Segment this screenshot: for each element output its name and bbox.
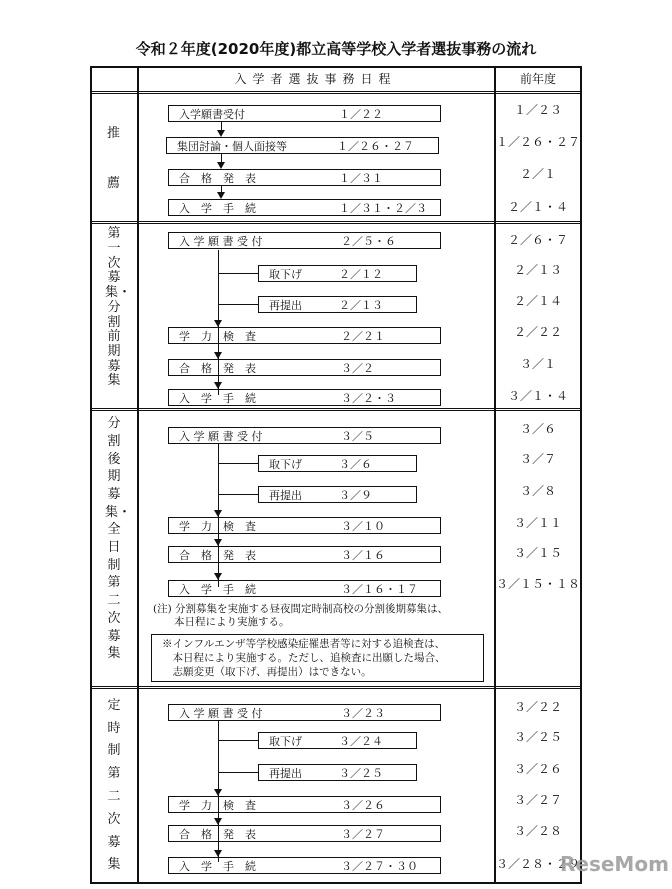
step-label: 合 格 発 表 (179, 362, 256, 375)
prev-year-date: ３／１５ (513, 546, 562, 560)
flow-connector (221, 122, 222, 130)
step-date: ２／２１ (341, 330, 385, 343)
prev-year-date: ３／６ (519, 422, 556, 436)
arrow-down-icon (214, 320, 222, 327)
step-label: 入学願書受付 (179, 108, 245, 121)
arrow-down-icon (214, 818, 222, 825)
branch-connector (218, 273, 258, 274)
prev-year-date: １／２６・２７ (495, 135, 580, 149)
arrow-down-icon (217, 130, 225, 137)
prev-year-date: ３／２２ (513, 700, 562, 714)
step-label: 入 学 願 書 受 付 (179, 707, 263, 720)
row-divider (90, 221, 582, 224)
step-date: ３／１０ (341, 520, 385, 533)
prev-year-date: ２／１４ (513, 294, 562, 308)
prev-year-date: ３／１ (519, 357, 556, 371)
step-label: 合 格 発 表 (179, 549, 256, 562)
step-label: 学 力 検 査 (179, 799, 256, 812)
arrow-down-icon (214, 573, 222, 580)
step-date: ３／２３ (341, 707, 385, 720)
row-divider (90, 408, 582, 411)
schedule-step-box (258, 732, 417, 749)
prev-year-date: ３／１１ (513, 516, 562, 530)
page-title: 令和２年度(2020年度)都立高等学校入学者選抜事務の流れ (135, 40, 537, 58)
step-date: ３／２ (341, 362, 374, 375)
schedule-step-box (168, 796, 441, 813)
prev-year-date: ３／７ (519, 452, 556, 466)
arrow-down-icon (214, 539, 222, 546)
header-prev-year: 前年度 (519, 72, 556, 86)
arrow-down-icon (214, 352, 222, 359)
step-label: 入 学 手 続 (179, 202, 256, 215)
arrow-down-icon (214, 789, 222, 796)
step-label: 入 学 手 続 (179, 392, 256, 405)
schedule-step-box (168, 546, 441, 563)
step-label: 再提出 (269, 489, 302, 502)
step-date: ３／９ (339, 489, 372, 502)
arrow-down-icon (217, 162, 225, 169)
step-date: ３／２４ (339, 735, 383, 748)
arrow-down-icon (214, 382, 222, 389)
step-date: ３／５ (341, 430, 374, 443)
step-label: 学 力 検 査 (179, 520, 256, 533)
section-label-char: 推 (106, 126, 120, 141)
step-label: 合 格 発 表 (179, 172, 256, 185)
step-label: 入 学 願 書 受 付 (179, 235, 263, 248)
step-date: ３／２５ (339, 767, 383, 780)
flow-connector (221, 154, 222, 162)
schedule-step-box (168, 857, 441, 874)
schedule-step-box (166, 137, 439, 154)
arrow-down-icon (214, 510, 222, 517)
step-label: 取下げ (269, 458, 302, 471)
prev-year-date: ２／６・７ (507, 233, 568, 247)
prev-year-date: ３／２７ (513, 793, 562, 807)
schedule-step-box (168, 169, 441, 186)
prev-year-date: ２／１ (519, 167, 556, 181)
schedule-step-box (258, 486, 417, 503)
column-divider (137, 66, 139, 884)
step-label: 入 学 手 続 (179, 583, 256, 596)
prev-year-date: ３／２８・２９ (495, 857, 580, 871)
arrow-down-icon (217, 192, 225, 199)
row-divider (90, 91, 582, 94)
section-label: 第一次募集・分割前期募集 (105, 226, 132, 389)
prev-year-date: ２／２２ (513, 325, 562, 339)
step-label: 取下げ (269, 268, 302, 281)
schedule-step-box (258, 455, 417, 472)
step-label: 再提出 (269, 767, 302, 780)
prev-year-date: ３／１５・１８ (495, 577, 580, 591)
note-text: (注) 分割募集を実施する昼夜間定時制高校の分割後期募集は、 本日程により実施する。 (153, 603, 449, 628)
step-date: ３／１６ (341, 549, 385, 562)
schedule-step-box (168, 580, 441, 597)
step-date: ２／５・６ (341, 235, 396, 248)
branch-connector (218, 772, 258, 773)
schedule-step-box (258, 296, 417, 313)
schedule-step-box (168, 704, 441, 721)
step-date: １／３１・２／３ (339, 202, 427, 215)
step-date: １／２６・２７ (337, 140, 414, 153)
resemom-watermark-logo: ReseMom (560, 852, 669, 876)
schedule-step-box (168, 359, 441, 376)
branch-connector (218, 740, 258, 741)
schedule-step-box (168, 199, 441, 216)
step-label: 合 格 発 表 (179, 828, 256, 841)
step-date: ２／１３ (339, 299, 383, 312)
schedule-step-box (168, 327, 441, 344)
schedule-step-box (168, 105, 441, 122)
section-label: 分割後期募集・全日制第二次募集 (105, 416, 132, 662)
branch-connector (218, 304, 258, 305)
schedule-step-box (258, 764, 417, 781)
prev-year-date: ３／２８ (513, 824, 562, 838)
prev-year-date: ３／８ (519, 484, 556, 498)
step-date: ３／２・３ (341, 392, 396, 405)
schedule-step-box (258, 265, 417, 282)
section-label: 定時制第二次募集 (107, 697, 121, 873)
step-label: 学 力 検 査 (179, 330, 256, 343)
prev-year-date: ２／１３ (513, 263, 562, 277)
prev-year-date: １／２３ (513, 103, 562, 117)
section-label-char: 薦 (106, 176, 120, 191)
boxed-note: ※インフルエンザ等学校感染症罹患者等に対する追検査は、 本日程により実施する。ただし、追検査に出願した場合、 志願変更（取下げ、再提出）はできない。 (151, 634, 484, 682)
step-date: １／３１ (339, 172, 383, 185)
branch-connector (218, 494, 258, 495)
prev-year-date: ３／２６ (513, 762, 562, 776)
step-date: １／２２ (339, 108, 383, 121)
step-date: ３／２６ (341, 799, 385, 812)
prev-year-date: ３／１・４ (507, 389, 568, 403)
step-date: ３／２７・３０ (341, 860, 418, 873)
schedule-step-box (168, 825, 441, 842)
step-label: 集団討論・個人面接等 (177, 140, 287, 153)
prev-year-date: ２／１・４ (507, 200, 568, 214)
step-label: 取下げ (269, 735, 302, 748)
step-date: ２／１２ (339, 268, 383, 281)
step-label: 再提出 (269, 299, 302, 312)
arrow-down-icon (214, 850, 222, 857)
schedule-step-box (168, 389, 441, 406)
branch-connector (218, 463, 258, 464)
row-divider (90, 686, 582, 689)
step-label: 入 学 願 書 受 付 (179, 430, 263, 443)
step-date: ３／１６・１７ (341, 583, 418, 596)
step-label: 入 学 手 続 (179, 860, 256, 873)
schedule-step-box (168, 427, 441, 444)
prev-year-date: ３／２５ (513, 730, 562, 744)
schedule-step-box (168, 517, 441, 534)
schedule-step-box (168, 232, 441, 249)
header-schedule: 入学者選抜事務日程 (234, 72, 397, 86)
step-date: ３／２７ (341, 828, 385, 841)
step-date: ３／６ (339, 458, 372, 471)
